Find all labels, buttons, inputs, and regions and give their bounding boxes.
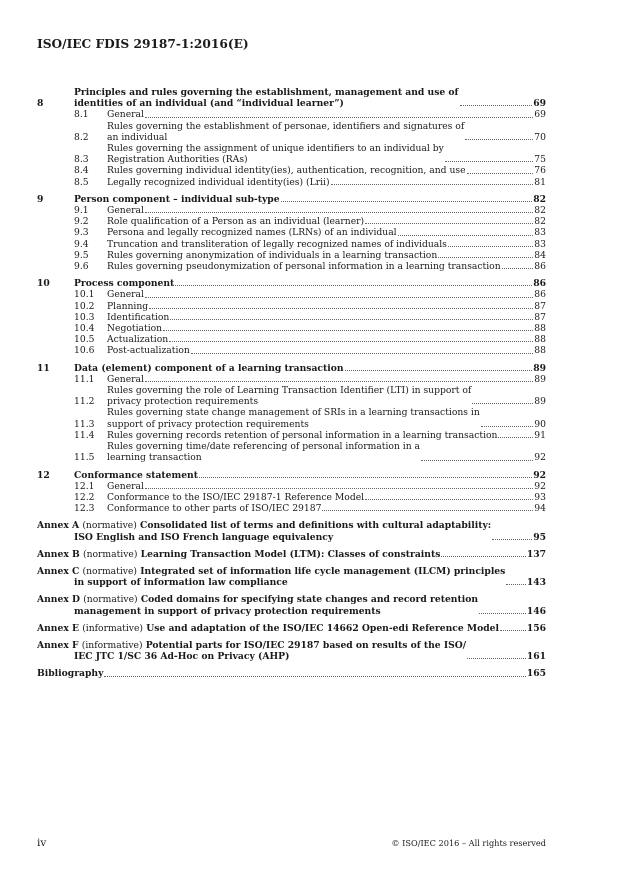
toc-entry[interactable] [37,121,546,143]
toc-page-number: 89 [534,373,546,385]
dot-leader [199,477,532,478]
toc-page-number: 83 [534,238,546,250]
toc-entry-body [37,566,546,588]
toc-entry[interactable] [37,250,546,261]
toc-annex-entry[interactable] [37,594,546,616]
subsection-number: 11.3 [74,418,95,430]
toc-bibliography-entry[interactable] [37,668,546,679]
toc-title-line: General [107,109,144,121]
toc-title-line: General [107,480,144,492]
toc-entry-title [107,261,501,272]
toc-title-line [37,640,466,651]
toc-entry[interactable] [37,278,546,289]
toc-title-line [37,520,491,531]
dot-leader [498,437,533,438]
toc-entry[interactable] [37,205,546,216]
annex-title: Learning Transaction Model (LTM): Classes of constraints [140,548,441,560]
toc-title-line: General [107,289,144,301]
subsection-number: 10.5 [74,334,95,346]
dot-leader [448,246,533,247]
toc-title-line: Data (element) component of a learning transaction [74,362,344,374]
annex-label: Annex C [37,565,80,577]
toc-entry-title [107,407,480,429]
toc-entry-title [107,503,321,514]
toc-entry[interactable] [37,261,546,272]
dot-leader [441,556,525,557]
toc-title-line: Rules governing time/date referencing of personal information in a [107,441,421,453]
toc-entry[interactable] [37,323,546,334]
toc-entry-title [74,194,280,205]
toc-page-number: 92 [533,469,546,481]
dot-leader [145,381,533,382]
dot-leader [163,330,533,331]
toc-page-number: 87 [534,300,546,312]
toc-page-number: 143 [526,577,546,589]
document-header: ISO/IEC FDIS 29187-1:2016(E) [37,37,249,51]
toc-entry-title [37,594,478,616]
toc-annex-entry[interactable] [37,566,546,588]
toc-title-line: Persona and legally recognized names (LRNs) of an individual [107,227,397,239]
toc-entry-title [107,177,330,188]
toc-title-line: an individual [107,131,168,143]
toc-title-line: Rules governing anonymization of individuals in a learning transaction [107,249,438,261]
subsection-number: 8.5 [74,176,89,188]
toc-page-number: 87 [534,311,546,323]
toc-title-line: Person component – individual sub-type [74,193,280,205]
section-number: 11 [37,362,50,374]
toc-title-line: Role qualification of a Person as an individual (learner) [107,216,365,228]
toc-entry-title [74,87,459,109]
dot-leader [445,161,534,162]
page-number: iv [37,837,47,849]
toc-entry-body [107,312,546,323]
toc-annex-entry[interactable] [37,520,546,542]
toc-entry[interactable] [37,143,546,165]
toc-page-number: 90 [534,418,546,430]
annex-title: Coded domains for specifying state changes and record retention [140,594,479,606]
toc-title-line: Conformance statement [74,469,198,481]
dot-leader [145,488,533,489]
section-number: 12 [37,469,50,481]
subsection-number: 10.1 [74,289,95,301]
toc-entry-body [107,239,546,250]
subsection-number: 8.4 [74,165,89,177]
toc-title-line: Planning [107,300,149,312]
toc-entry[interactable] [37,109,546,120]
toc-page-number: 86 [534,289,546,301]
toc-entry-body [107,177,546,188]
dot-leader [365,499,533,500]
toc-entry-body [74,363,546,374]
toc-entry-title [107,143,444,165]
toc-entry-title [107,227,397,238]
toc-page-number: 93 [534,491,546,503]
annex-title: Integrated set of information life cycle management (ILCM) principles [140,565,506,577]
toc-entry-body [37,668,546,679]
toc-title-line: Truncation and transliteration of legally recognized names of individuals [107,238,447,250]
dot-leader [502,268,534,269]
toc-title-line: Identification [107,311,170,323]
toc-entry-title [107,430,497,441]
dot-leader [191,353,533,354]
toc-entry-title [37,520,491,542]
toc-title-line: Rules governing the role of Learning Transaction Identifier (LTI) in support of [107,385,472,397]
dot-leader [169,341,533,342]
toc-title-line: identities of an individual (and “individual learner”) [74,98,344,110]
toc-entry-title [37,640,466,662]
toc-entry-body [107,261,546,272]
dot-leader [421,460,533,461]
annex-title: Consolidated list of terms and definitions with cultural adaptability: [140,520,492,532]
toc-page-number: 84 [534,249,546,261]
toc-entry-title [37,549,440,560]
toc-title-line: Conformance to the ISO/IEC 29187-1 Reference Model [107,491,365,503]
toc-title-line [37,594,478,605]
dot-leader [149,308,533,309]
toc-entry[interactable] [37,441,546,463]
toc-entry-body [107,121,546,143]
toc-entry-title [37,566,505,588]
toc-title-line: management in support of privacy protection requirements [74,605,381,617]
toc-title-line: Process component [74,278,175,290]
toc-entry-body [107,407,546,429]
toc-page-number: 76 [534,165,546,177]
dot-leader [479,613,526,614]
toc-entry-title [107,323,162,334]
toc-entry[interactable] [37,363,546,374]
table-of-contents [37,87,546,680]
toc-entry-body [37,623,546,634]
toc-entry[interactable] [37,301,546,312]
toc-entry-body [107,216,546,227]
toc-title-line: Registration Authorities (RAs) [107,154,248,166]
toc-title-line [37,549,440,560]
toc-entry-body [107,165,546,176]
dot-leader [170,319,533,320]
toc-page-number: 82 [533,193,546,205]
toc-title-line: Rules governing pseudonymization of personal information in a learning transaction [107,261,501,273]
toc-entry-body [107,492,546,503]
subsection-number: 9.4 [74,238,89,250]
toc-entry-body [107,205,546,216]
toc-entry-body [107,289,546,300]
toc-entry-title [107,312,169,323]
subsection-number: 8.2 [74,131,89,143]
toc-entry-body [74,470,546,481]
toc-entry[interactable] [37,87,546,109]
toc-entry-title [107,205,144,216]
toc-entry-title [37,668,103,679]
dot-leader [104,676,525,677]
toc-entry[interactable] [37,407,546,429]
toc-entry[interactable] [37,470,546,481]
annex-kind: (normative) [82,565,137,577]
subsection-number: 8.1 [74,109,89,121]
toc-entry-title [107,481,144,492]
toc-entry-body [107,250,546,261]
toc-title-line: Conformance to other parts of ISO/IEC 29187 [107,503,322,515]
toc-page-number: 91 [534,429,546,441]
subsection-number: 11.1 [74,373,95,385]
subsection-number: 12.3 [74,503,95,515]
toc-entry-body [37,640,546,662]
dot-leader [322,510,533,511]
toc-entry[interactable] [37,374,546,385]
toc-title-line [37,566,505,577]
toc-entry-body [107,345,546,356]
toc-page-number: 88 [534,334,546,346]
annex-kind: (normative) [82,520,137,532]
toc-title-line: Legally recognized individual identity(ies) (Lrii) [107,176,330,188]
toc-annex-entry[interactable] [37,623,546,634]
toc-entry-body [37,520,546,542]
toc-page-number: 69 [534,109,546,121]
toc-entry-title [74,470,198,481]
annex-label: Annex D [37,594,80,606]
section-number: 9 [37,193,44,205]
subsection-number: 10.3 [74,311,95,323]
toc-title-line [37,623,499,634]
toc-entry-title [107,385,471,407]
toc-entry-title [107,216,364,227]
subsection-number: 11.5 [74,452,95,464]
dot-leader [398,235,534,236]
toc-entry-title [107,250,437,261]
toc-title-line: Rules governing the assignment of unique identifiers to an individual by [107,143,444,155]
toc-entry[interactable] [37,227,546,238]
toc-title-line: General [107,205,144,217]
annex-label: Annex F [37,639,79,651]
toc-entry-body [74,87,546,109]
annex-title: Potential parts for ISO/IEC 29187 based on results of the ISO/ [145,639,467,651]
toc-page-number: 82 [534,216,546,228]
toc-title-line: Rules governing individual identity(ies), authentication, recognition, and use [107,165,466,177]
subsection-number: 9.5 [74,249,89,261]
toc-title-line: privacy protection requirements [107,396,259,408]
dot-leader [467,173,534,174]
toc-entry-title [107,492,364,503]
toc-entry-title [74,278,174,289]
toc-title-line: General [107,373,144,385]
toc-page-number: 86 [533,278,546,290]
toc-entry[interactable] [37,312,546,323]
toc-page-number: 82 [534,205,546,217]
subsection-number: 12.1 [74,480,95,492]
section-number: 8 [37,98,44,110]
toc-entry-body [74,278,546,289]
toc-entry-title [107,165,466,176]
annex-label: Annex B [37,548,80,560]
dot-leader [500,630,526,631]
toc-entry-body [107,227,546,238]
toc-entry-title [107,289,144,300]
toc-title-line: Actualization [107,334,169,346]
toc-entry-title [107,121,464,143]
toc-entry[interactable] [37,334,546,345]
subsection-number: 10.4 [74,323,95,335]
toc-page-number: 92 [534,480,546,492]
toc-entry[interactable] [37,385,546,407]
dot-leader [465,139,533,140]
subsection-number: 9.6 [74,261,89,273]
subsection-number: 11.4 [74,429,95,441]
toc-entry-body [37,549,546,560]
toc-entry-body [107,374,546,385]
toc-entry[interactable] [37,481,546,492]
toc-entry-title [107,334,168,345]
toc-page-number: 69 [533,98,546,110]
subsection-number: 9.3 [74,227,89,239]
dot-leader [175,285,532,286]
toc-entry-title [107,239,447,250]
subsection-number: 10.2 [74,300,95,312]
dot-leader [460,105,533,106]
dot-leader [492,539,532,540]
toc-title-line: Rules governing the establishment of personae, identifiers and signatures of [107,120,465,132]
toc-title-line: ISO English and ISO French language equivalency [74,531,334,543]
toc-entry[interactable] [37,239,546,250]
toc-page-number: 75 [534,154,546,166]
bibliography-title: Bibliography [37,668,104,680]
section-number: 10 [37,278,50,290]
annex-kind: (normative) [83,594,138,606]
toc-entry-body [107,430,546,441]
subsection-number: 9.1 [74,205,89,217]
toc-title-line: Negotiation [107,323,163,335]
toc-entry[interactable] [37,430,546,441]
toc-entry-body [107,301,546,312]
toc-entry-body [107,109,546,120]
dot-leader [145,212,533,213]
toc-page-number: 156 [526,622,546,634]
toc-title-line: in support of information law compliance [74,577,288,589]
toc-title-line: Rules governing records retention of personal information in a learning transaction [107,429,498,441]
toc-entry[interactable] [37,165,546,176]
toc-page-number: 146 [526,605,546,617]
toc-entry[interactable] [37,492,546,503]
toc-entry-title [74,363,344,374]
toc-annex-entry[interactable] [37,549,546,560]
subsection-number: 11.2 [74,396,95,408]
toc-entry-body [107,385,546,407]
toc-entry-body [37,594,546,616]
dot-leader [365,223,533,224]
toc-entry-body [107,143,546,165]
toc-page-number: 94 [534,503,546,515]
toc-page-number: 137 [526,548,546,560]
toc-title-line: Rules governing state change management of SRIs in a learning transactions in [107,407,480,419]
dot-leader [467,658,526,659]
toc-entry[interactable] [37,345,546,356]
toc-title-line: IEC JTC 1/SC 36 Ad-Hoc on Privacy (AHP) [74,651,290,663]
toc-page-number: 86 [534,261,546,273]
dot-leader [145,297,533,298]
toc-entry-body [107,503,546,514]
copyright-notice: © ISO/IEC 2016 – All rights reserved [391,838,546,848]
toc-entry-title [107,301,148,312]
toc-page-number: 165 [526,668,546,680]
dot-leader [281,201,533,202]
subsection-number: 10.6 [74,345,95,357]
toc-entry-title [107,109,144,120]
toc-annex-entry[interactable] [37,640,546,662]
toc-page-number: 161 [526,651,546,663]
toc-entry-title [107,441,420,463]
toc-entry-title [107,374,144,385]
annex-label: Annex A [37,520,80,532]
dot-leader [506,584,525,585]
toc-entry-body [107,441,546,463]
toc-page-number: 89 [533,362,546,374]
toc-entry-body [74,194,546,205]
toc-title-line: Principles and rules governing the establishment, management and use of [74,87,459,98]
toc-page-number: 92 [534,452,546,464]
dot-leader [331,184,534,185]
toc-title-line: support of privacy protection requirements [107,418,309,430]
toc-entry[interactable] [37,289,546,300]
subsection-number: 9.2 [74,216,89,228]
subsection-number: 12.2 [74,491,95,503]
toc-entry-title [107,345,190,356]
toc-title-line: Post-actualization [107,345,190,357]
toc-page-number: 88 [534,323,546,335]
toc-entry-body [107,481,546,492]
annex-kind: (informative) [82,622,144,634]
toc-page-number: 81 [534,176,546,188]
toc-page-number: 83 [534,227,546,239]
dot-leader [438,257,533,258]
toc-page-number: 70 [534,131,546,143]
annex-kind: (informative) [81,639,143,651]
toc-entry[interactable] [37,503,546,514]
dot-leader [481,426,534,427]
toc-page-number: 89 [534,396,546,408]
dot-leader [145,117,533,118]
toc-title-line: learning transaction [107,452,202,464]
toc-entry[interactable] [37,194,546,205]
annex-label: Annex E [37,622,80,634]
toc-entry[interactable] [37,177,546,188]
toc-entry-body [107,334,546,345]
subsection-number: 8.3 [74,154,89,166]
toc-page-number: 95 [533,531,546,543]
toc-entry-body [107,323,546,334]
toc-entry-title [37,623,499,634]
toc-page-number: 88 [534,345,546,357]
toc-entry[interactable] [37,216,546,227]
annex-kind: (normative) [82,548,138,560]
dot-leader [345,370,533,371]
dot-leader [472,403,533,404]
annex-title: Use and adaptation of the ISO/IEC 14662 Open-edi Reference Model [146,622,499,634]
